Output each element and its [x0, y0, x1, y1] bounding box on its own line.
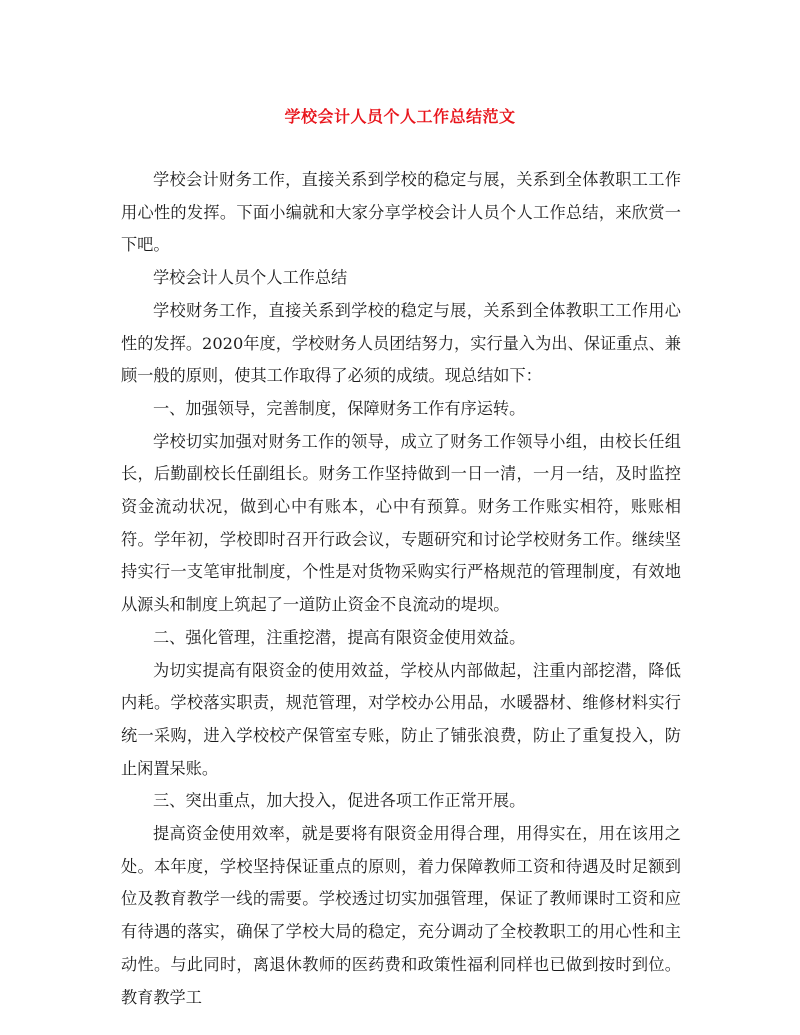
document-body: [121, 164, 681, 1014]
section-2-heading: 二、强化管理，注重挖潜，提高有限资金使用效益。: [153, 627, 526, 647]
section-3-paragraph: 提高资金使用效率，就是要将有限资金用得合理，用得实在，用在该用之处。本年度，学校坚持保证重点的原则，着力保障教师工资和待遇及时足额到位及教育教学一线的需要。学校透过切实加强管理，保证了教师课时工资和应有待遇的落实，确保了学校大局的稳定，充分调动了全校教职工的用心性和主动性。与此同时，离退休教师的医药费和政策性福利同样也已做到按时到位。教育教学工: [121, 824, 681, 1007]
document-title: 学校会计人员个人工作总结范文: [284, 107, 516, 126]
section-3-heading: 三、突出重点，加大投入，促进各项工作正常开展。: [153, 791, 526, 811]
section-1-paragraph: 学校切实加强对财务工作的领导，成立了财务工作领导小组，由校长任组长，后勤副校长任副组长。财务工作坚持做到一日一清，一月一结，及时监控资金流动状况，做到心中有账本，心中有预算。财务工作账实相符，账账相符。学年初，学校即时召开行政会议，专题研究和讨论学校财务工作。继续坚持实行一支笔审批制度，个性是对货物采购实行严格规范的管理制度，有效地从源头和制度上筑起了一道防止资金不良流动的堤坝。: [121, 431, 681, 615]
overview-paragraph: 学校财务工作，直接关系到学校的稳定与展，关系到全体教职工工作用心性的发挥。2020年度，学校财务人员团结努力，实行量入为出、保证重点、兼顾一般的原则，使其工作取得了必须的成绩。现总结如下：: [121, 300, 681, 386]
subtitle-heading: 学校会计人员个人工作总结: [153, 268, 348, 288]
intro-paragraph: 学校会计财务工作，直接关系到学校的稳定与展，关系到全体教职工工作用心性的发挥。下面小编就和大家分享学校会计人员个人工作总结，来欣赏一下吧。: [121, 170, 681, 255]
section-1-heading: 一、加强领导，完善制度，保障财务工作有序运转。: [153, 398, 526, 418]
section-2-paragraph: 为切实提高有限资金的使用效益，学校从内部做起，注重内部挖潜，降低内耗。学校落实职责，规范管理，对学校办公用品，水暖器材、维修材料实行统一采购，进入学校校产保管室专账，防止了铺张浪费，防止了重复投入，防止闲置呆账。: [121, 660, 681, 778]
